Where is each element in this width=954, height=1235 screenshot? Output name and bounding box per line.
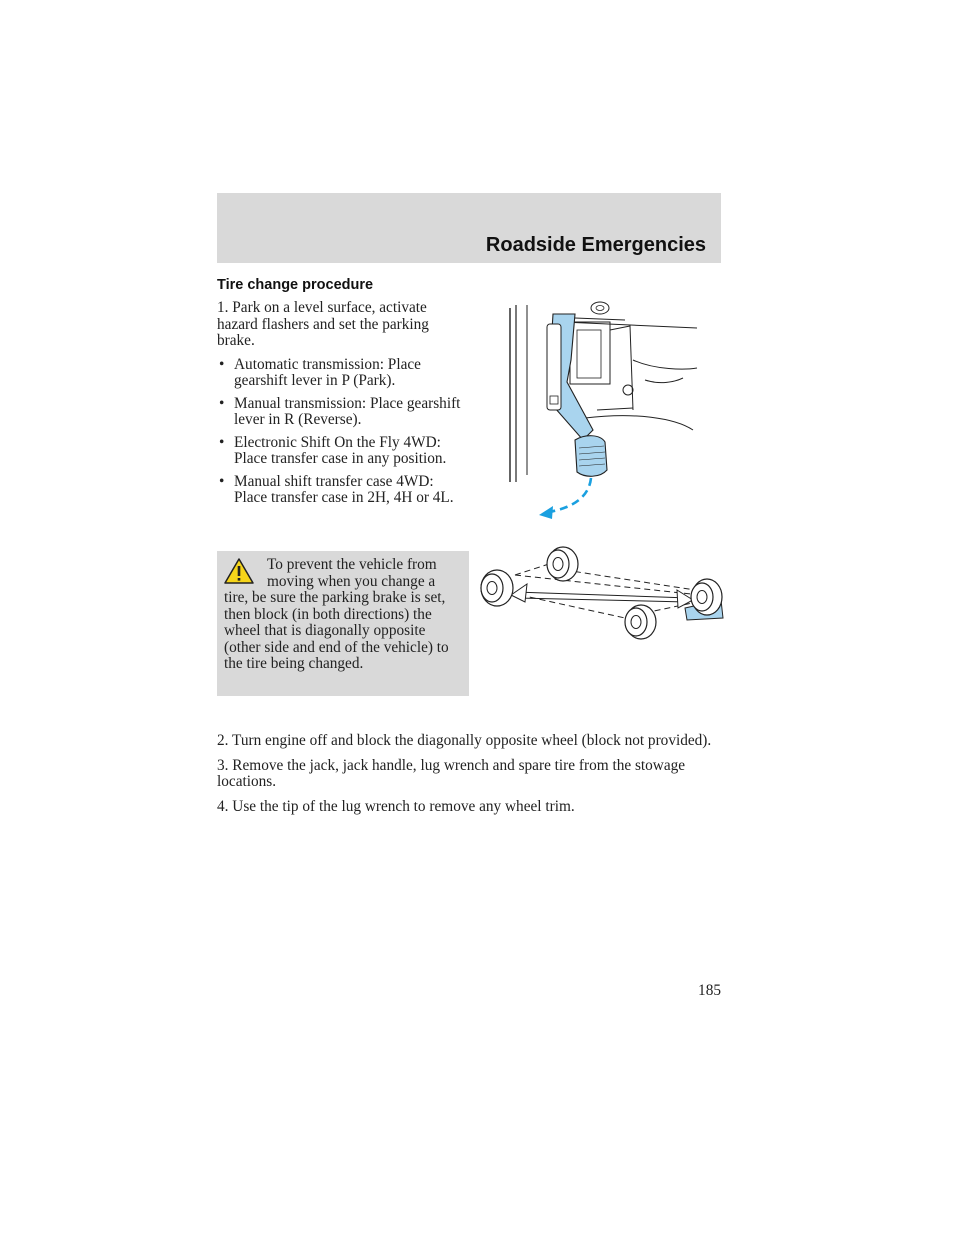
bullet-item: • Automatic transmission: Place gearshift lever in P (Park). <box>217 357 467 390</box>
bullet-item: • Manual transmission: Place gearshift lever in R (Reverse). <box>217 396 467 429</box>
step-4: 4. Use the tip of the lug wrench to remove any wheel trim. <box>217 797 575 815</box>
tire-front-right <box>691 579 722 615</box>
warning-text: To prevent the vehicle from moving when you change a tire, be sure the parking brake is set, then block (in both directions) the wheel that is diagonally opposite (other side and end of the vehicle) to the tire being changed. <box>224 556 449 672</box>
parking-brake-pedal-illustration <box>505 300 705 525</box>
tire-rear-right <box>547 547 578 581</box>
bullet-item: • Manual shift transfer case 4WD: Place transfer case in 2H, 4H or 4L. <box>217 474 467 507</box>
tire-front-left <box>625 605 656 639</box>
page-number: 185 <box>698 982 721 999</box>
steps-left-column <box>217 300 467 513</box>
bullet-item: • Electronic Shift On the Fly 4WD: Place transfer case in any position. <box>217 435 467 468</box>
tire-rear-left <box>481 570 513 606</box>
step-3: 3. Remove the jack, jack handle, lug wrench and spare tire from the stowage locations. <box>217 756 686 790</box>
step-1: 1. Park on a level surface, activate hazard flashers and set the parking brake. <box>217 299 429 349</box>
diagonal-wheel-block-illustration <box>475 540 725 645</box>
header-band <box>217 193 721 263</box>
warning-text-wrap <box>224 557 462 673</box>
steps-full-width <box>217 733 721 823</box>
section-heading: Tire change procedure <box>217 277 374 293</box>
warning-box <box>217 551 469 696</box>
step-2: 2. Turn engine off and block the diagonally opposite wheel (block not provided). <box>217 732 712 749</box>
page-title: Roadside Emergencies <box>485 234 706 256</box>
transmission-bullet-list <box>217 357 467 507</box>
